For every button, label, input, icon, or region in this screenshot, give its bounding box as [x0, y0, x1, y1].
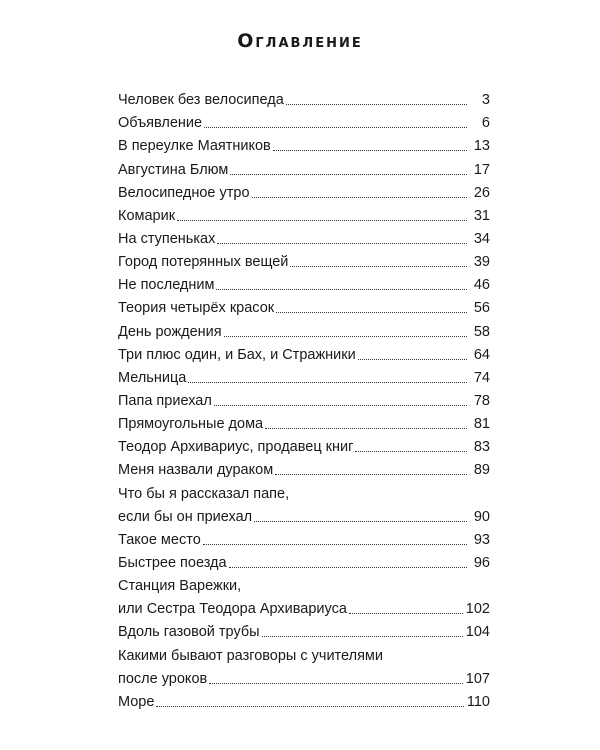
toc-page-number: 17 [473, 161, 490, 178]
toc-page-number: 107 [465, 670, 490, 687]
toc-leader-dots [273, 150, 467, 151]
toc-leader-dots [254, 521, 467, 522]
toc-leader-dots [229, 567, 467, 568]
toc-entry-label: Человек без велосипеда [118, 92, 284, 109]
toc-entry-label: Быстрее поезда [118, 554, 227, 571]
toc-entry[interactable] [118, 410, 490, 433]
toc-entry[interactable] [118, 549, 490, 572]
toc-page-number: 90 [473, 508, 490, 525]
toc-entry[interactable] [118, 641, 490, 687]
toc-entry[interactable] [118, 109, 490, 132]
toc-page-number: 83 [473, 439, 490, 456]
toc-entry-label: Комарик [118, 207, 176, 224]
toc-entry-label: Августина Блюм [118, 161, 229, 178]
toc-entry[interactable] [118, 248, 490, 271]
toc-entry[interactable] [118, 572, 490, 618]
toc-entry-label: Папа приехал [118, 392, 212, 409]
toc-entry-label: В переулке Маятников [118, 138, 271, 155]
toc-entry-label: День рождения [118, 323, 222, 340]
toc-page-number: 46 [473, 277, 490, 294]
toc-leader-dots [265, 428, 467, 429]
toc-entry[interactable] [118, 526, 490, 549]
toc-entry-label: Теодор Архивариус, продавец книг [118, 439, 354, 456]
toc-page-number: 96 [473, 554, 490, 571]
toc-entry-label: или Сестра Теодора Архивариуса [118, 601, 347, 618]
toc-leader-dots [262, 636, 463, 637]
toc-page-number: 58 [473, 323, 490, 340]
toc-page-number: 110 [466, 693, 490, 710]
toc-entry[interactable] [118, 618, 490, 641]
toc-entry-label-first-line: Станция Варежки, [118, 578, 242, 595]
toc-leader-dots [216, 289, 467, 290]
toc-leader-dots [355, 451, 467, 452]
toc-entry-label: Город потерянных вещей [118, 254, 289, 271]
toc-page-number: 81 [473, 416, 490, 433]
toc-entry-label: Теория четырёх красок [118, 300, 275, 317]
toc-entry-label-first-line: Что бы я рассказал папе, [118, 485, 290, 502]
toc-entry[interactable] [118, 271, 490, 294]
toc-page-number: 13 [473, 138, 490, 155]
toc-page-number: 104 [465, 624, 490, 641]
toc-leader-dots [156, 706, 463, 707]
toc-entry[interactable] [118, 132, 490, 155]
toc-entry-label: Море [118, 693, 155, 710]
toc-page-number: 78 [473, 392, 490, 409]
toc-leader-dots [349, 613, 463, 614]
toc-entry-label: Мельница [118, 369, 187, 386]
toc-leader-dots [252, 197, 467, 198]
toc-page-number: 64 [473, 346, 490, 363]
toc-entry-label: после уроков [118, 670, 208, 687]
toc-entry[interactable] [118, 317, 490, 340]
page-title: Оглавление [237, 30, 363, 52]
toc-leader-dots [275, 474, 467, 475]
toc-entry[interactable] [118, 479, 490, 525]
toc-leader-dots [230, 174, 467, 175]
toc-page-number: 56 [473, 300, 490, 317]
toc-entry[interactable] [118, 86, 490, 109]
toc-list [118, 86, 490, 711]
toc-entry[interactable] [118, 364, 490, 387]
toc-leader-dots [224, 336, 467, 337]
toc-leader-dots [290, 266, 467, 267]
toc-entry[interactable] [118, 225, 490, 248]
toc-page-number: 39 [473, 254, 490, 271]
toc-page-number: 6 [481, 115, 490, 132]
toc-entry[interactable] [118, 202, 490, 225]
toc-entry-label: Такое место [118, 531, 201, 548]
toc-entry[interactable] [118, 433, 490, 456]
toc-page-number: 74 [473, 369, 490, 386]
toc-page-number: 34 [473, 230, 490, 247]
toc-leader-dots [203, 544, 467, 545]
toc-entry-label: Меня назвали дураком [118, 462, 274, 479]
toc-page-number: 3 [481, 92, 490, 109]
toc-entry[interactable] [118, 456, 490, 479]
toc-entry[interactable] [118, 294, 490, 317]
toc-entry[interactable] [118, 341, 490, 364]
toc-page-number: 89 [473, 462, 490, 479]
toc-entry[interactable] [118, 179, 490, 202]
toc-leader-dots [214, 405, 467, 406]
toc-page-number: 26 [473, 184, 490, 201]
toc-entry-label-first-line: Какими бывают разговоры с учителями [118, 647, 384, 664]
toc-page-number: 93 [473, 531, 490, 548]
toc-entry-label: Три плюс один, и Бах, и Стражники [118, 346, 356, 363]
toc-leader-dots [204, 127, 467, 128]
toc-entry-label: Вдоль газовой трубы [118, 624, 260, 641]
toc-entry-label: Прямоугольные дома [118, 416, 264, 433]
toc-leader-dots [188, 382, 467, 383]
toc-entry-label: На ступеньках [118, 230, 216, 247]
toc-leader-dots [358, 359, 467, 360]
toc-leader-dots [217, 243, 467, 244]
toc-entry-label: Объявление [118, 115, 203, 132]
toc-page-number: 31 [473, 207, 490, 224]
toc-entry-label: Не последним [118, 277, 215, 294]
toc-page-number: 102 [465, 601, 490, 618]
toc-leader-dots [177, 220, 467, 221]
toc-entry[interactable] [118, 155, 490, 178]
toc-entry[interactable] [118, 688, 490, 711]
toc-entry[interactable] [118, 387, 490, 410]
toc-leader-dots [276, 312, 467, 313]
toc-entry-label: если бы он приехал [118, 508, 253, 525]
toc-leader-dots [209, 683, 463, 684]
toc-entry-label: Велосипедное утро [118, 184, 250, 201]
toc-leader-dots [286, 104, 467, 105]
